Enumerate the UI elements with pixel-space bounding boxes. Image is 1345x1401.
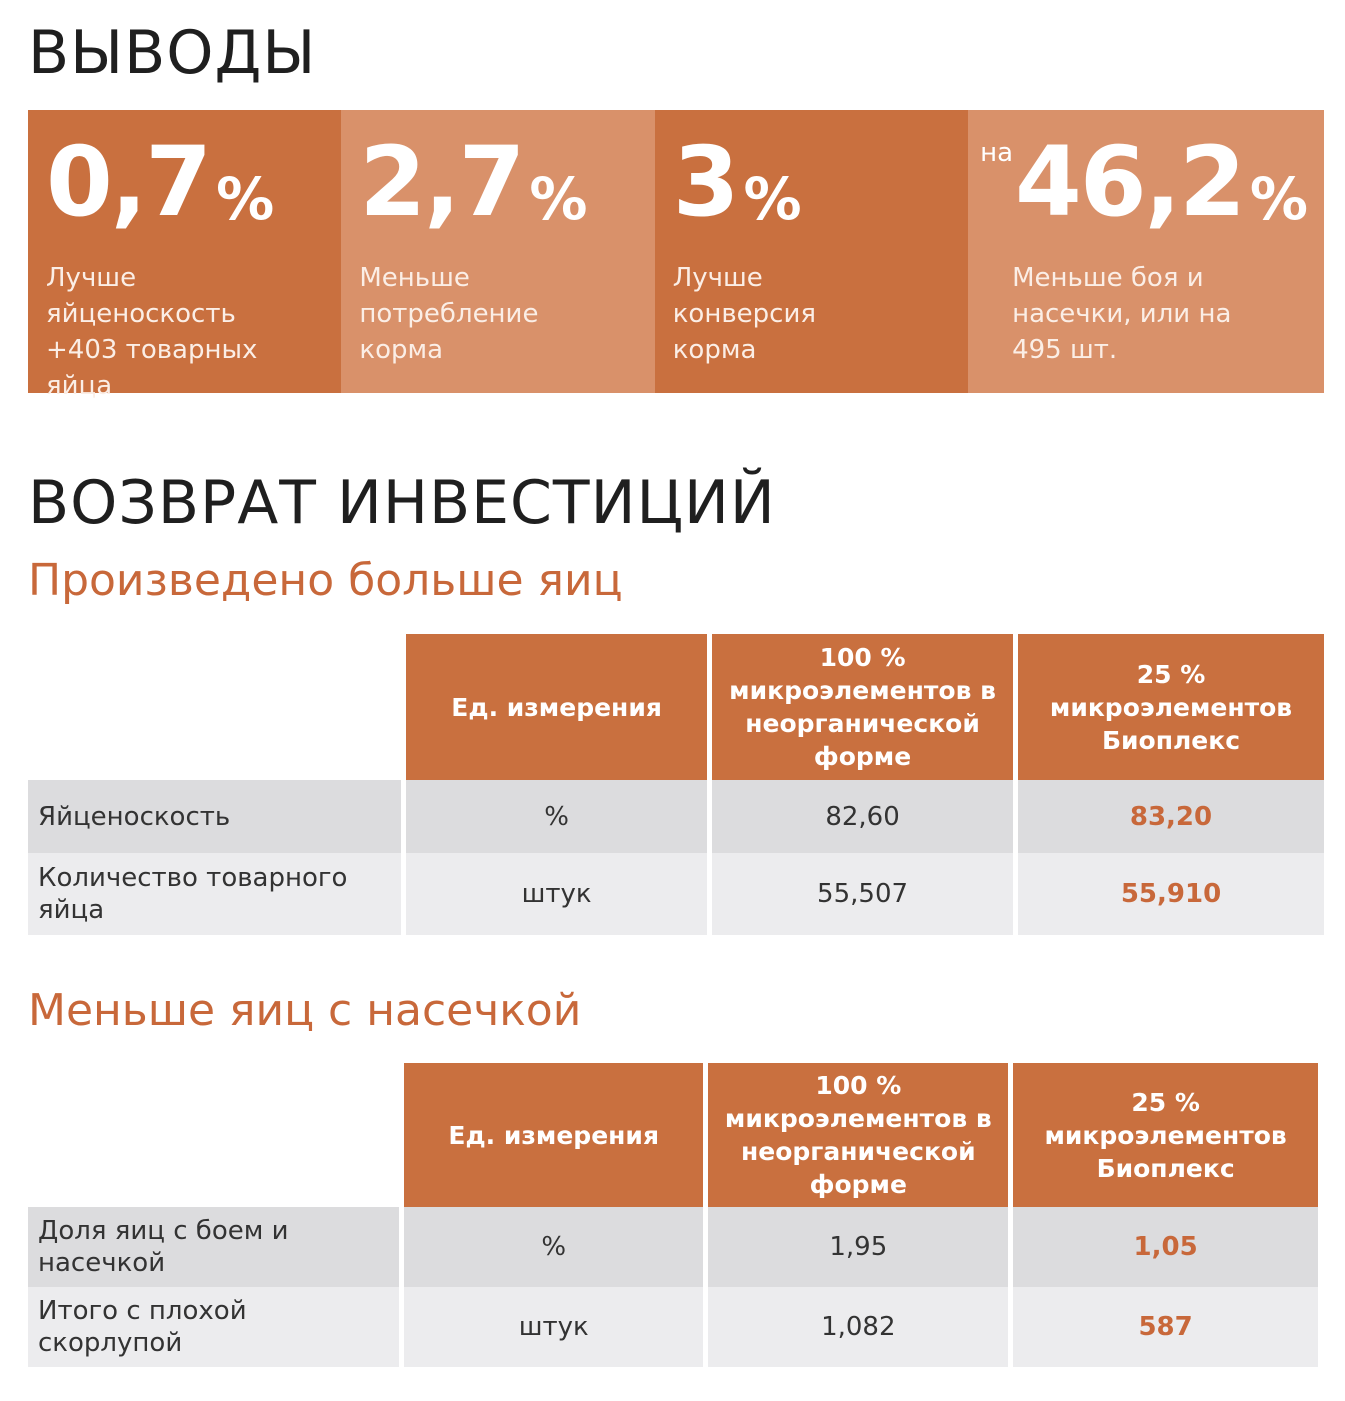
table-header-row [28, 634, 1324, 780]
row-unit: % [401, 780, 707, 853]
table-header-row [28, 1063, 1318, 1207]
header-inorganic: 100 % микроэлементов в неорганической форме [703, 1063, 1008, 1207]
cracked-table-title: Меньше яиц с насечкой [28, 985, 582, 1036]
conclusions-stats [28, 110, 1324, 401]
stat-unit: % [743, 165, 802, 233]
stat-description: Меньше боя и насечки, или на 495 шт. [1012, 263, 1232, 365]
header-blank [28, 634, 401, 780]
table-row [28, 853, 1324, 935]
stat-unit: % [1249, 165, 1308, 233]
header-bioplex: 25 % микроэлементов Биоплекс [1008, 1063, 1318, 1207]
row-bioplex: 55,910 [1013, 853, 1324, 935]
stat-tile-feed-consumption [341, 110, 654, 393]
header-blank [28, 1063, 399, 1207]
row-inorganic: 1,082 [703, 1287, 1008, 1367]
stat-value: 2,7 [359, 126, 524, 238]
stat-value-group [359, 126, 638, 238]
stat-value: 46,2 [1015, 126, 1244, 238]
stat-value-group [46, 126, 325, 238]
stat-value: 3 [672, 126, 738, 238]
row-unit: штук [399, 1287, 703, 1367]
stat-description: Лучше конверсия корма [672, 263, 816, 365]
row-inorganic: 1,95 [703, 1207, 1008, 1287]
row-bioplex: 83,20 [1013, 780, 1324, 853]
stat-tile-laying [28, 110, 341, 401]
header-unit: Ед. измерения [401, 634, 707, 780]
stat-description: Лучше яйценоскость +403 товарных яйца [46, 263, 258, 401]
row-unit: % [399, 1207, 703, 1287]
table-row [28, 1207, 1318, 1287]
stat-unit: % [529, 165, 588, 233]
table-row [28, 780, 1324, 853]
stat-value-group [980, 126, 1308, 238]
stat-tile-feed-conversion [655, 110, 968, 393]
row-unit: штук [401, 853, 707, 935]
row-label: Количество товарного яйца [28, 853, 401, 935]
header-inorganic: 100 % микроэлементов в неорганической форме [707, 634, 1013, 780]
stat-unit: % [216, 165, 275, 233]
stat-prefix: на [980, 138, 1014, 168]
row-bioplex: 587 [1008, 1287, 1318, 1367]
conclusions-title: ВЫВОДЫ [28, 18, 317, 88]
stat-value-group [672, 126, 952, 238]
row-label: Итого с плохой скорлупой [28, 1287, 399, 1367]
cracked-table [28, 1063, 1318, 1367]
eggs-table [28, 634, 1324, 935]
stat-value: 0,7 [46, 126, 211, 238]
row-label: Доля яиц с боем и насечкой [28, 1207, 399, 1287]
row-inorganic: 55,507 [707, 853, 1013, 935]
stat-description: Меньше потребление корма [359, 263, 539, 365]
header-bioplex: 25 % микроэлементов Биоплекс [1013, 634, 1324, 780]
header-unit: Ед. измерения [399, 1063, 703, 1207]
row-label: Яйценоскость [28, 780, 401, 853]
row-bioplex: 1,05 [1008, 1207, 1318, 1287]
table-row [28, 1287, 1318, 1367]
row-inorganic: 82,60 [707, 780, 1013, 853]
roi-title: ВОЗВРАТ ИНВЕСТИЦИЙ [28, 468, 776, 538]
stat-tile-cracked [968, 110, 1324, 393]
eggs-table-title: Произведено больше яиц [28, 555, 623, 606]
